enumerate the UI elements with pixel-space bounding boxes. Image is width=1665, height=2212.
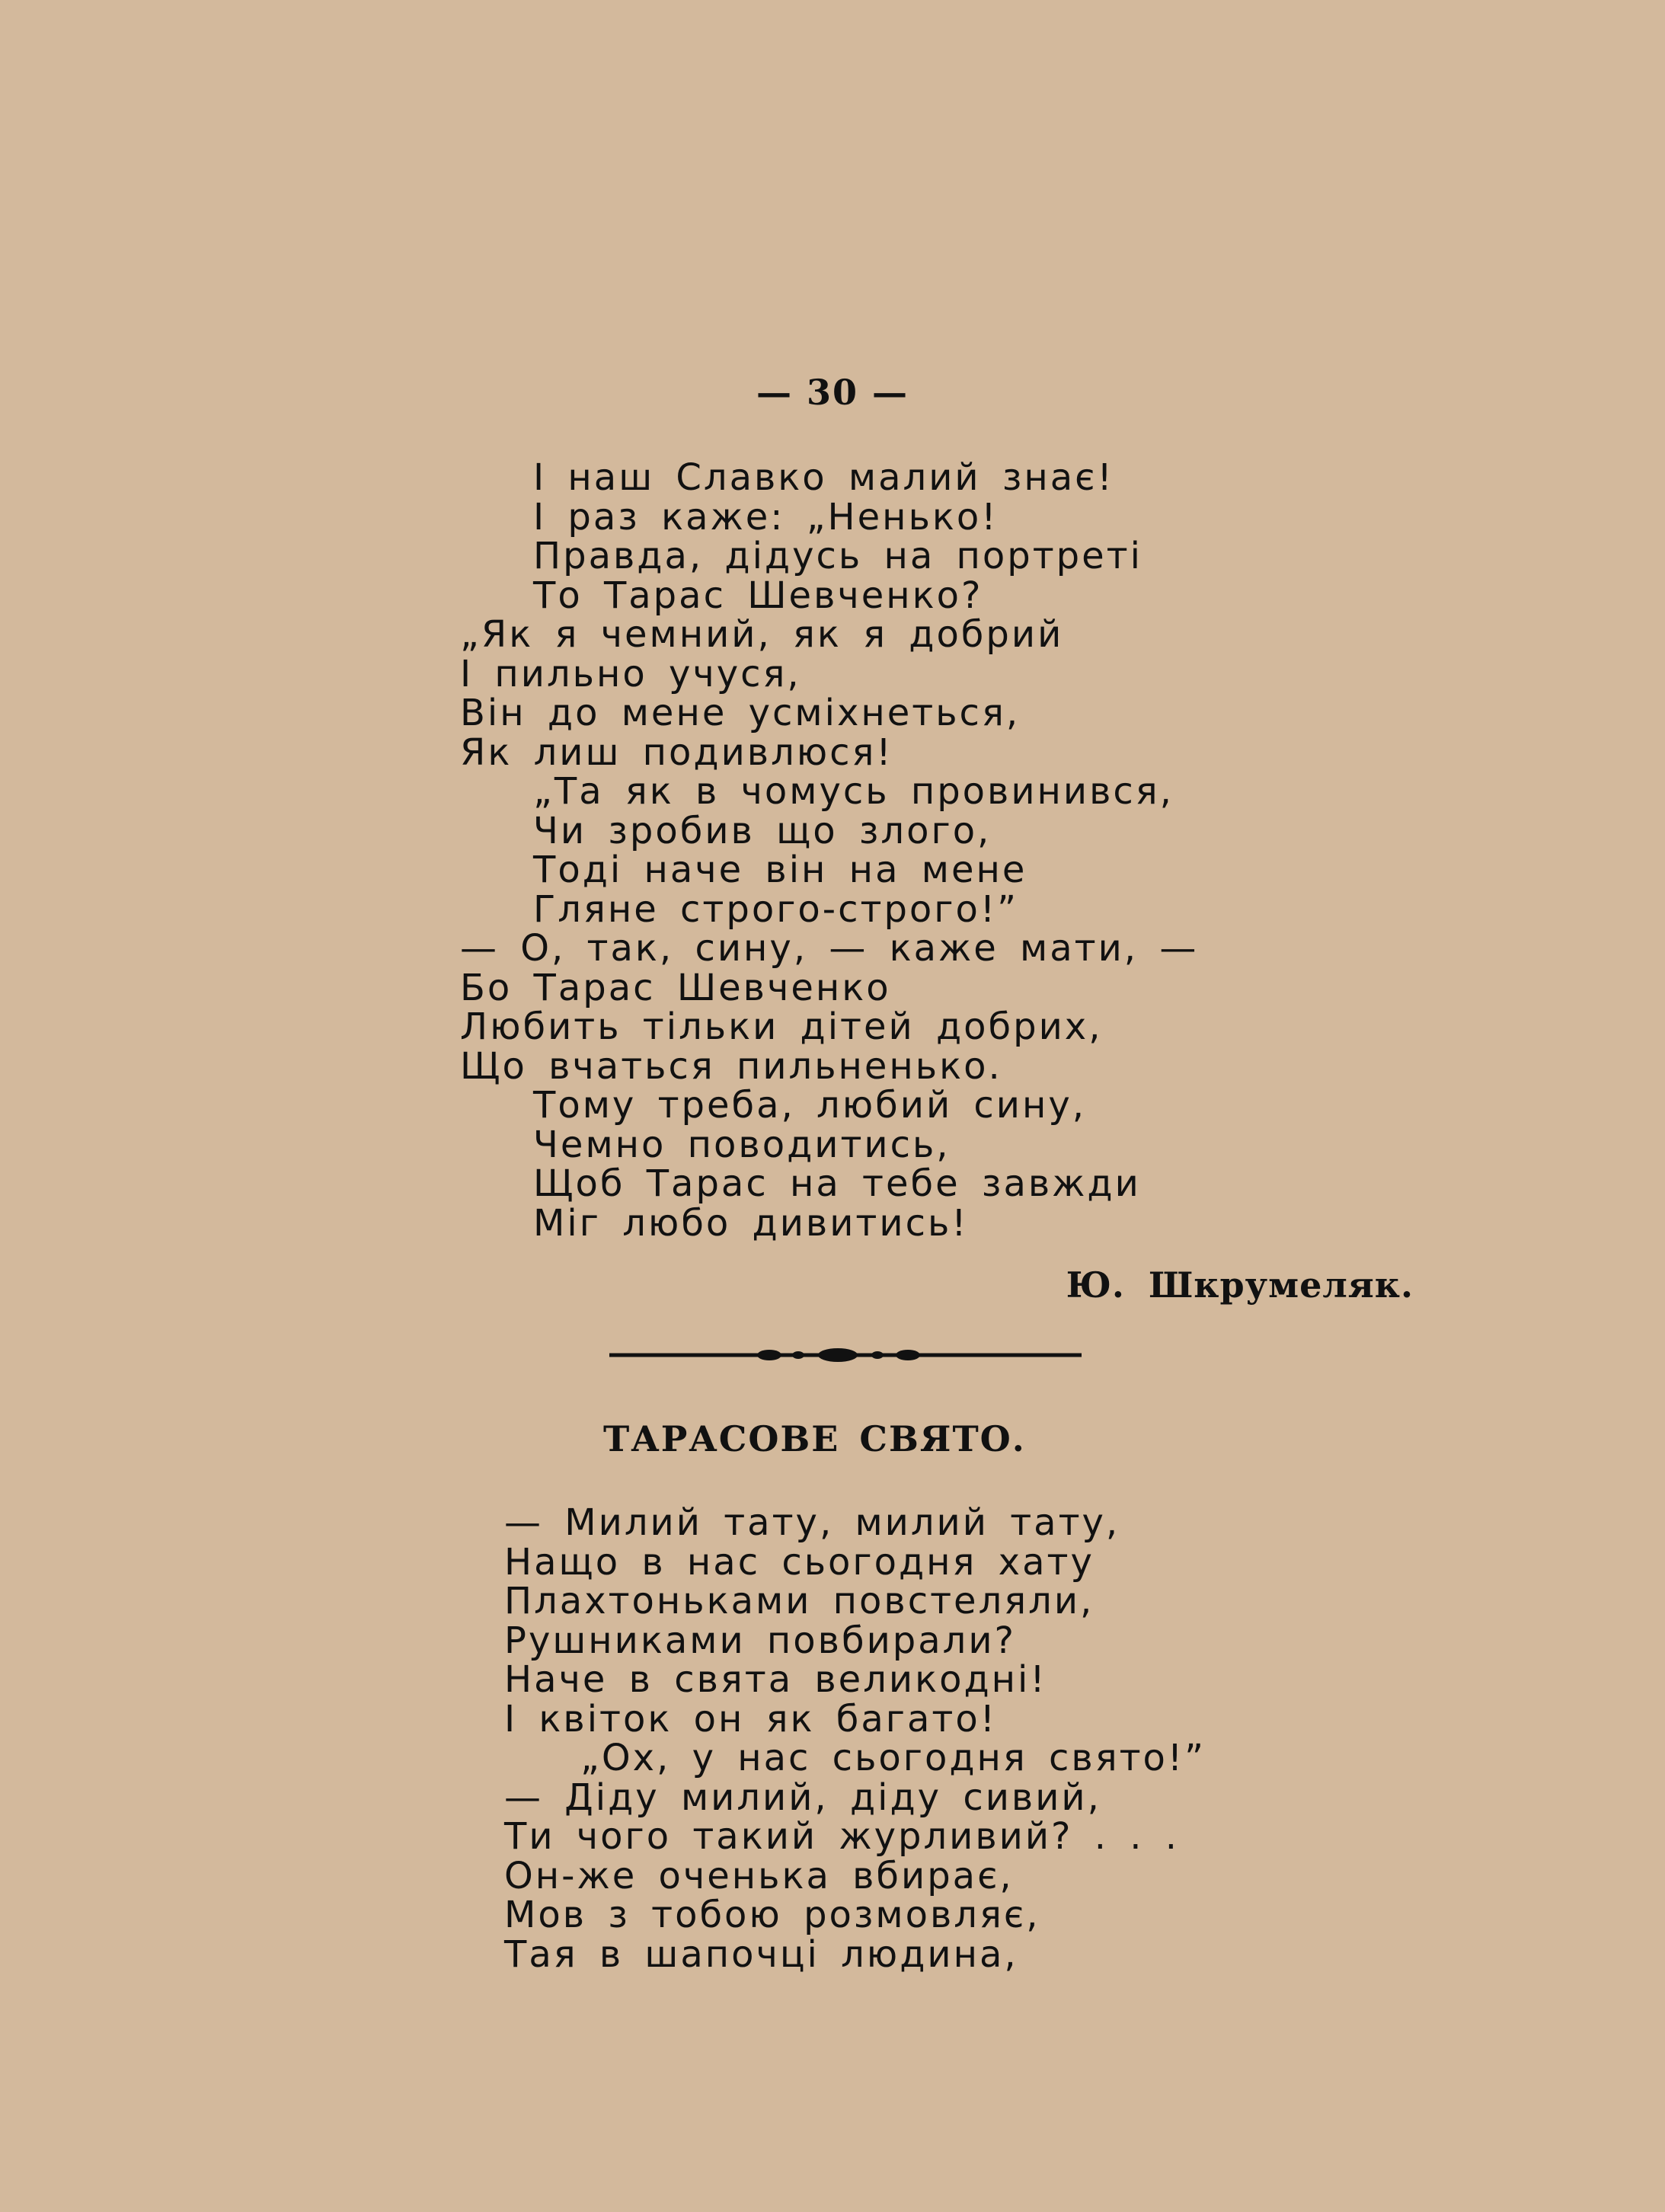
- poem-line: „Та як в чомусь провинився,: [533, 770, 1174, 813]
- poem-line: Він до мене усміхнеться,: [460, 692, 1021, 734]
- poem-line: Міг любо дивитись!: [533, 1201, 969, 1245]
- author-signature: Ю. Шкрумеляк.: [1066, 1264, 1414, 1306]
- poem-line: І наш Славко малий знає!: [533, 456, 1114, 499]
- poem-line: Наче в свята великодні!: [504, 1658, 1047, 1701]
- poem-stanza-block: [504, 1501, 1206, 1991]
- poem-line: Щоб Тарас на тебе завжди: [533, 1162, 1141, 1205]
- poem-line: І раз каже: „Ненько!: [533, 495, 999, 539]
- poem-line: І пильно учуся,: [460, 652, 801, 695]
- poem-line: Як лиш подивлюся!: [460, 730, 893, 774]
- poem-line: Бо Тарас Шевченко: [460, 966, 891, 1009]
- poem-line: Тоді наче він на мене: [533, 849, 1027, 891]
- poem-line: Рушниками повбирали?: [504, 1619, 1016, 1662]
- poem-line: „Як я чемний, як я добрий: [460, 613, 1064, 656]
- poem-line: І квіток он як багато!: [504, 1697, 997, 1741]
- poem-line: Чемно поводитись,: [533, 1123, 951, 1166]
- poem-line: Правда, дідусь на портреті: [533, 535, 1142, 577]
- poem-line: Тая в шапочці людина,: [504, 1932, 1018, 1976]
- poem-line: Плахтоньками повстеляли,: [504, 1580, 1095, 1622]
- poem-line: Тому треба, любий сину,: [533, 1084, 1087, 1127]
- page-number: — 30 —: [756, 372, 909, 413]
- poem-line: — Милий тату, милий тату,: [504, 1501, 1120, 1544]
- poem-line: Любить тільки дітей добрих,: [460, 1005, 1103, 1048]
- poem-line: То Тарас Шевченко?: [533, 574, 983, 617]
- poem-line: — О, так, сину, — каже мати, —: [460, 927, 1199, 970]
- poem-line: Нащо в нас сьогодня хату: [504, 1540, 1095, 1584]
- poem-line: — Діду милий, діду сивий,: [504, 1776, 1101, 1819]
- poem-line: Он-же оченька вбирає,: [504, 1854, 1014, 1897]
- poem-line: Гляне строго-строго!”: [533, 887, 1018, 931]
- poem-line: Чи зробив що злого,: [533, 809, 992, 852]
- poem-line: Мов з тобою розмовляє,: [504, 1894, 1040, 1936]
- poem-title: ТАРАСОВЕ СВЯТО.: [603, 1418, 1026, 1459]
- ornamental-divider: [609, 1344, 1082, 1367]
- poem-line: Ти чого такий журливий? . . .: [504, 1815, 1180, 1858]
- poem-line: „Ох, у нас сьогодня свято!”: [580, 1737, 1206, 1779]
- poem-stanza-block: [460, 456, 1199, 1245]
- poem-line: Що вчаться пильненько.: [460, 1044, 1002, 1088]
